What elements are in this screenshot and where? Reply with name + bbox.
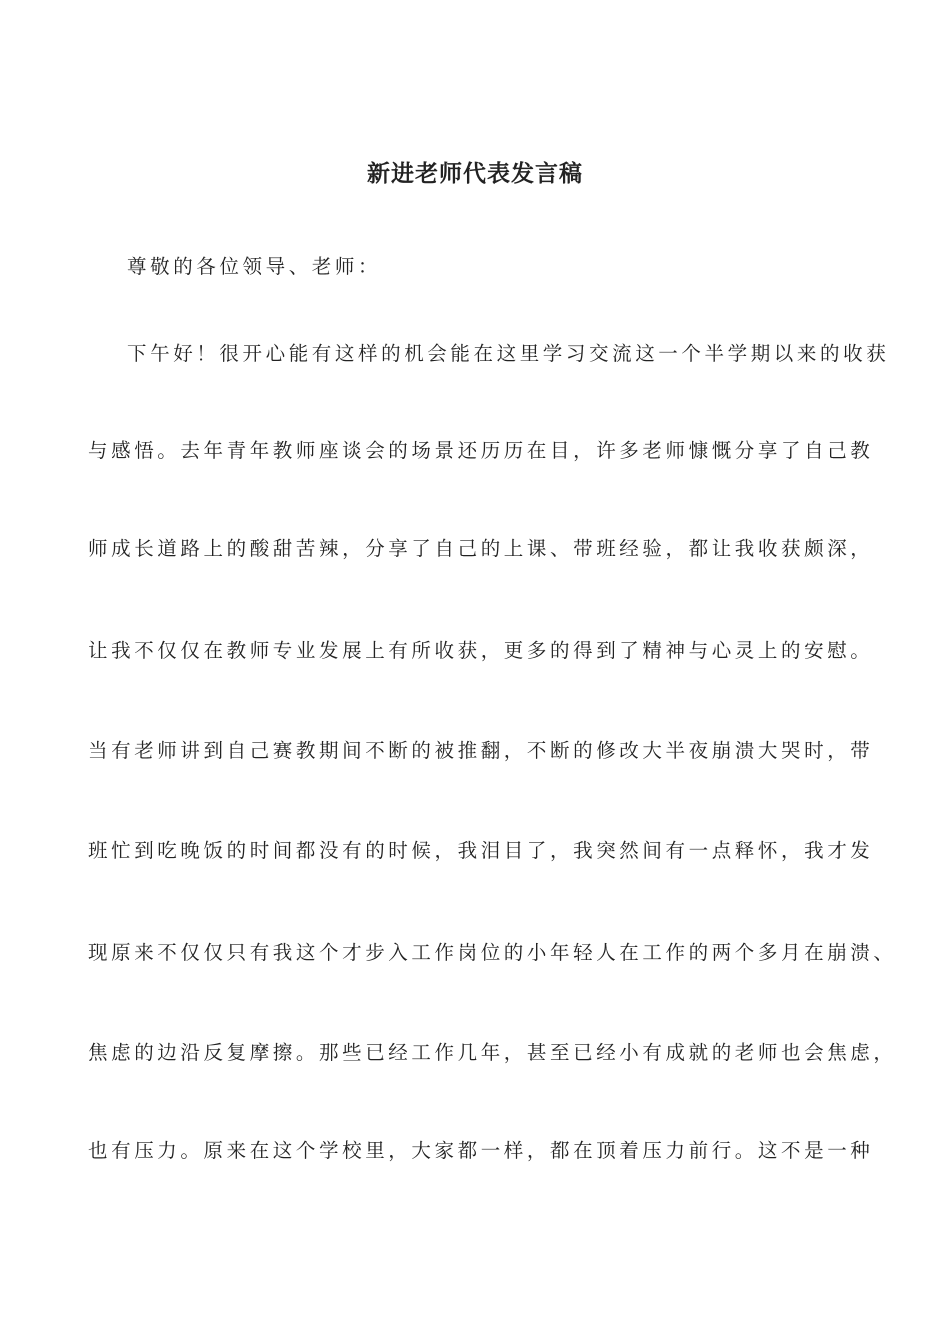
paragraph-line: 与感悟。去年青年教师座谈会的场景还历历在目，许多老师慷慨分享了自己教 <box>88 439 874 462</box>
paragraph-line: 当有老师讲到自己赛教期间不断的被推翻，不断的修改大半夜崩溃大哭时，带 <box>88 739 874 762</box>
salutation: 尊敬的各位领导、老师： <box>127 255 382 278</box>
paragraph-line: 现原来不仅仅只有我这个才步入工作岗位的小年轻人在工作的两个多月在崩溃、 <box>88 941 897 964</box>
document-title: 新进老师代表发言稿 <box>367 160 583 187</box>
paragraph-line: 师成长道路上的酸甜苦辣，分享了自己的上课、带班经验，都让我收获颇深， <box>88 537 874 560</box>
paragraph-line: 也有压力。原来在这个学校里，大家都一样，都在顶着压力前行。这不是一种 <box>88 1139 874 1162</box>
paragraph-line: 下午好！很开心能有这样的机会能在这里学习交流这一个半学期以来的收获 <box>127 342 890 365</box>
paragraph-line: 焦虑的边沿反复摩擦。那些已经工作几年，甚至已经小有成就的老师也会焦虑， <box>88 1041 897 1064</box>
paragraph-line: 让我不仅仅在教师专业发展上有所收获，更多的得到了精神与心灵上的安慰。 <box>88 639 874 662</box>
paragraph-line: 班忙到吃晚饭的时间都没有的时候，我泪目了，我突然间有一点释怀，我才发 <box>88 839 874 862</box>
